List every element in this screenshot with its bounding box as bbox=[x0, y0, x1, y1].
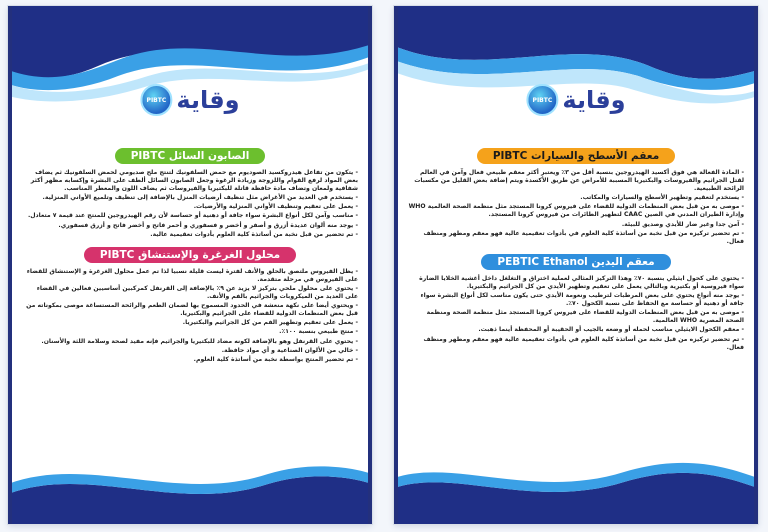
brand-badge-icon: PIBTC bbox=[526, 84, 558, 116]
brand-name: وقاية bbox=[562, 86, 626, 114]
body-line: - يحتوي على محلول ملحي بتركيز لا يزيد عن ٩٪ بالإضافة إلى القرنفل كمركبين أساسيين فعالين في القضاء على العديد من الميكروبات والجراثيم بالفم والأنف. bbox=[36, 284, 358, 301]
brand-logo bbox=[140, 84, 239, 116]
body-line: - منتج طبيعي بنسبة ١٠٠٪. bbox=[279, 328, 358, 336]
section-title-gargle: محلول الغرغرة والإستنشاق PIBTC bbox=[84, 247, 296, 263]
body-line: - يعمل على تعقيم وتطهير الفم من كل الجراثيم والبكتيريا. bbox=[182, 319, 358, 327]
flyer-page-left bbox=[8, 6, 372, 524]
body-line: - تم تحضير تركيزه من قبل نخبة من أساتذة كلية العلوم في بأدوات تعقيمية عالية فهو معقم ومطهر ومنظف فعال. bbox=[423, 229, 744, 245]
body-line: - يستخدم في العديد من الأغراض مثل تنظيف أرضيات المنزل بالإضافة إلى تنظيف وتلميع الأواني المنزلية. bbox=[42, 194, 358, 202]
body-line: - يحتوي على كحول ايثيلي بنسبة ٧٠٪ وهذا التركيز المثالي لعملية اختراق و التغلغل داخل أغشية الخلايا الضارة سواء فيروسية أو بكتيرية وبالتالي يعمل على تعقيم وتطهير الأيدي من كل الجراثيم والبكتيريا. bbox=[419, 274, 744, 290]
body-line: - تم تحضير تركيزه من قبل نخبة من أساتذة كلية العلوم في بأدوات تعقيمية عالية فهو معقم ومطهر ومنظف فعال. bbox=[423, 335, 744, 351]
wave-footer-decoration bbox=[8, 454, 372, 524]
section-body-gargle bbox=[22, 268, 358, 364]
body-line: - المادة الفعالة هي فوق أكسيد الهيدروجين بنسبة أقل من ٣٪ ويعتبر أكثر معقم طبيعي فعال وآمن في العالم لقتل الجراثيم والفيروسات والبكتيريا المسببة للأمراض عن طريق الأكسدة ويتم إضافة بعض القليل من مكسبات الرائحة الطبيعية. bbox=[414, 169, 744, 193]
body-line: - تم تحضير من قبل نخبة من أساتذة كلية العلوم بأدوات تعقيمية عالية. bbox=[150, 230, 358, 238]
section-title-hand-sanitizer: معقم اليدين PEBTIC Ethanol bbox=[481, 254, 670, 270]
left-page-content bbox=[22, 148, 358, 372]
body-line: - موصى به من قبل بعض المنظمات الدولية للقضاء على فيروس كرونا المستجد مثل منظمة الصحة العالمية WHO وإدارة الطيران المدني في الصين CAAC لتطهير الطائرات من فيروس كرونا المستجد. bbox=[408, 203, 744, 219]
flyer-page-right bbox=[394, 6, 758, 524]
brand-badge-icon: PIBTC bbox=[140, 84, 172, 116]
body-line: - يستخدم لتعقيم وتطهير الأسطح والسيارات والمكاتب. bbox=[580, 194, 744, 202]
body-line: - يعمل على تعقيم وتنظيف الأواني المنزلية والأرضيات. bbox=[193, 203, 358, 211]
body-line: - يظل الفيروس ملتصق بالحلق والأنف لفترة ليست قليلة نسبيا لذا تم عمل محلول الغرغرة و الإستنشاق للقضاء على الفيروس في مرحلة متقدمة. bbox=[26, 267, 358, 283]
body-line: - موصى به من قبل بعض المنظمات الدولية للقضاء على فيروس كرونا المستجد مثل منظمة الصحة ومنظمة الصحة المصرية WHO العالمية. bbox=[426, 309, 744, 325]
body-line: - ويحتوي أيضا على نكهة منعشة في الحدود المسموح بها لضمان الطعم والرائحة المستساغة موصى بمكوناته من قبل بعض المنظمات الدولية للقضاء على الجراثيم والبكتيريا. bbox=[26, 302, 358, 318]
body-line: - يوجد منه أنواع يحتوي على بعض المرطبات لترطيب ونعومة الأيدي حتى يكون مناسب لكل أنواع البشرة سواء جافة أو دهنية أو حساسة مع الحفاظ على نسبة الكحول ٧٠٪. bbox=[420, 292, 744, 308]
body-line: - يوجد منه ألوان عديدة أزرق و أصفر و أخضر و فسفوري و أحمر فاتح و أخضر فاتح و أزرق فسفوري. bbox=[58, 221, 358, 229]
section-body-hand-sanitizer bbox=[408, 275, 744, 352]
section-title-liquid-soap: الصابون السائل PIBTC bbox=[115, 148, 266, 164]
brand-name: وقاية bbox=[176, 86, 240, 114]
brand-logo bbox=[526, 84, 625, 116]
wave-footer-decoration bbox=[394, 454, 758, 524]
body-line: - يحتوي على القرنفل وهو بالإضافة لكونه مضاد للبكتيريا والجراثيم فإنه مفيد لصحة وسلامة اللثة والأسنان. bbox=[41, 337, 358, 345]
section-body-liquid-soap bbox=[22, 169, 358, 239]
section-body-surface-sanitizer bbox=[408, 169, 744, 246]
body-line: - آمن جدا وغير ضار للأيدي وصديق للبيئة. bbox=[621, 220, 744, 228]
right-page-content bbox=[408, 148, 744, 360]
section-title-surface-sanitizer: معقم الأسطح والسيارات PIBTC bbox=[477, 148, 675, 164]
body-line: - معقم الكحول الايثيلي مناسب لحمله أو وضعه بالجيب أو الحقيبة أو المحفظة أينما ذهبت. bbox=[478, 326, 744, 334]
body-line: - خالي من الألوان الصناعية و أي مواد حافظة. bbox=[221, 346, 358, 354]
body-line: - يتكون من تفاعل هيدروكسيد الصوديوم مع حمض السلفونيك لتنتج ملح صديومي لحمض السلفونيك ثم يضاف بعض المواد لرفع القوام واللزوجة وزيادة الرغوة وجعل الصابون السائل ألطف على البشرة وإكسابه مظهر أكثر شفافية ولمعان وتضاف مادة حافظة قاتلة للبكتيريا والفيروسات ثم يضاف اللون والمعطر المناسب. bbox=[30, 169, 358, 193]
body-line: - مناسب وآمن لكل أنواع البشرة سواء جافة أو دهنية أو حساسة لأن رقم الهيدروجين للمنتج عند قيمة ٧ متعادل. bbox=[27, 212, 358, 220]
body-line: - تم تحضير المنتج بواسطة نخبة من أساتذة كلية العلوم. bbox=[193, 355, 358, 363]
